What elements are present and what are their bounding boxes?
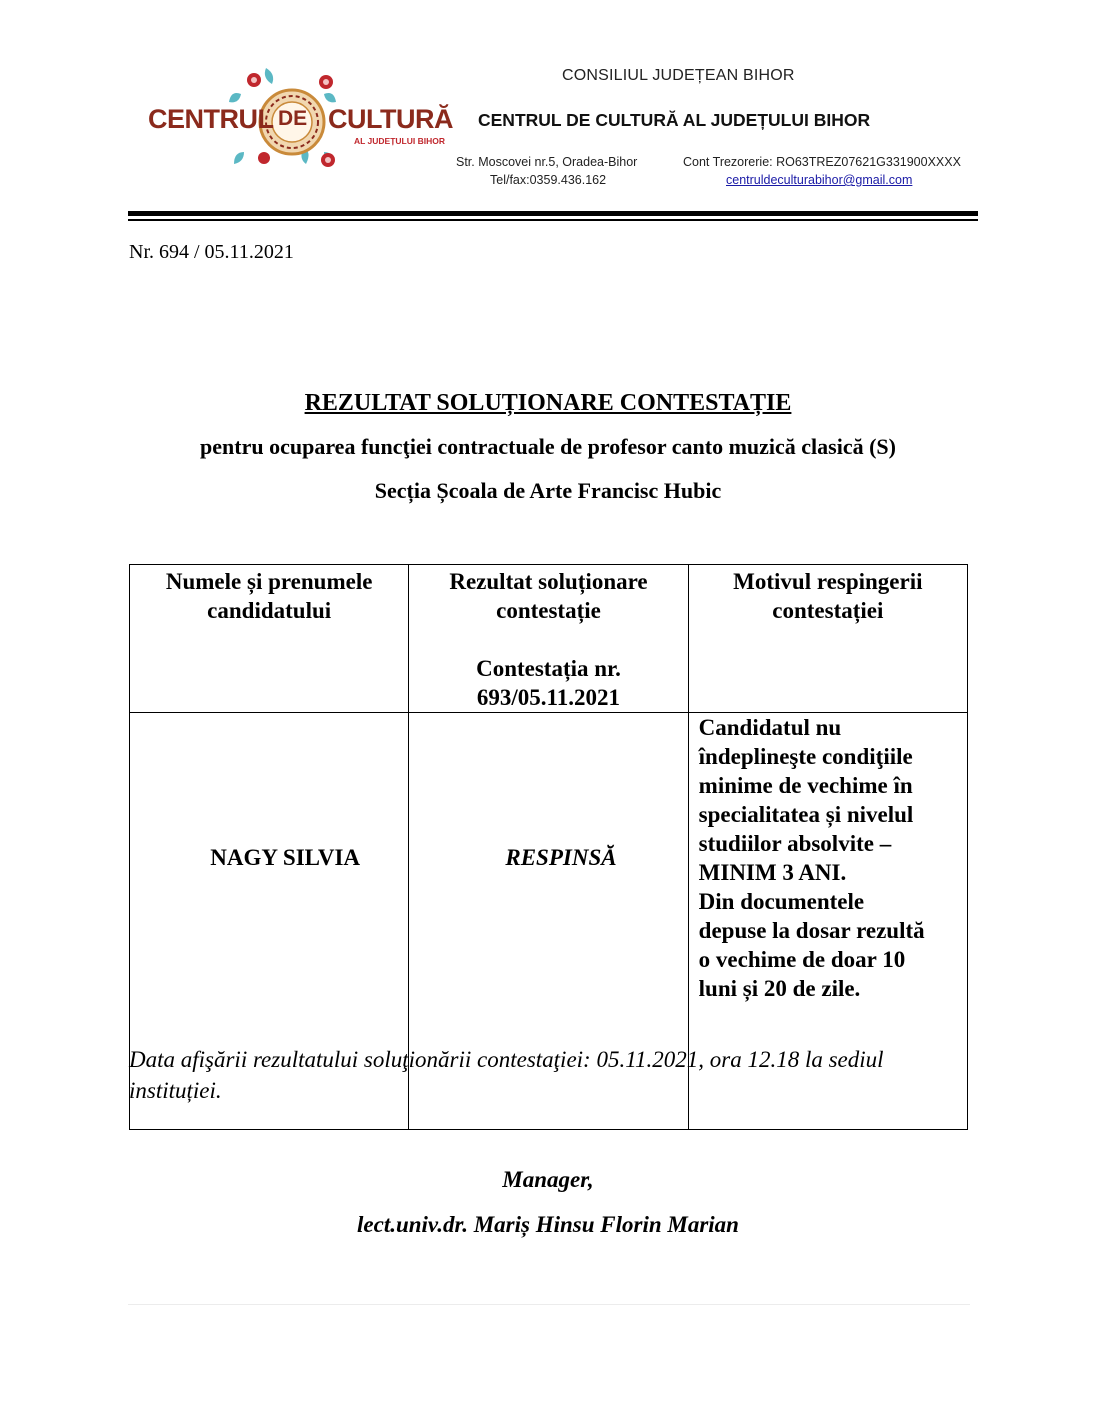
manager-name: lect.univ.dr. Mariș Hinsu Florin Marian (357, 1212, 739, 1237)
result-status-cell: RESPINSĂ (409, 713, 688, 1130)
institution-phone: Tel/fax:0359.436.162 (490, 173, 607, 187)
council-name: CONSILIUL JUDEȚEAN BIHOR (562, 67, 795, 84)
column-header: Numele și prenumele candidatului (165, 569, 373, 623)
manager-label: Manager, (502, 1167, 594, 1192)
column-header: Rezultat soluționare contestație Contestația nr. 693/05.11.2021 (449, 569, 648, 710)
document-section: Secția Școala de Arte Francisc Hubic (374, 478, 722, 503)
header-cell-result (409, 565, 688, 713)
treasury-account: Cont Trezorerie: RO63TREZ07621G331900XXXX (683, 155, 961, 169)
header-divider-thin (128, 219, 978, 221)
institution-logo (146, 60, 453, 180)
header-divider-thick (128, 211, 978, 216)
header-cell-candidate (130, 565, 409, 713)
document-subtitle: pentru ocuparea funcţiei contractuale de profesor canto muzică clasică (S) (200, 434, 896, 459)
institution-name: CENTRUL DE CULTURĂ AL JUDEȚULUI BIHOR (478, 110, 871, 130)
header-cell-reason (688, 565, 967, 713)
document-number: Nr. 694 / 05.11.2021 (129, 241, 294, 263)
display-date-note: Data afişării rezultatului soluţionării contestaţiei: 05.11.2021, ora 12.18 la sediul instituției. (129, 1047, 884, 1103)
footer-divider (128, 1304, 970, 1305)
table-header-row (130, 565, 968, 713)
column-header: Motivul respingerii contestației (733, 569, 923, 623)
institution-address: Str. Moscovei nr.5, Oradea-Bihor (456, 155, 638, 169)
document-title: REZULTAT SOLUȚIONARE CONTESTAȚIE (304, 390, 792, 416)
logo-tagline: AL JUDEȚULUI BIHOR (354, 136, 445, 146)
logo-word-left: CENTRUL (148, 104, 274, 134)
logo-word-right: CULTURĂ (328, 104, 453, 134)
email-link[interactable]: centruldeculturabihor@gmail.com (726, 173, 913, 187)
logo-word-middle: DE (278, 107, 308, 130)
candidate-name-cell: NAGY SILVIA (130, 713, 409, 1130)
rejection-reason-cell: Candidatul nu îndeplineşte condiţiile minime de vechime în specialitatea și nivelul studiilor absolvite – MINIM 3 ANI. Din documentele depuse la dosar rezultă o vechime de doar 10 luni și 20 de zile. (688, 713, 967, 1130)
